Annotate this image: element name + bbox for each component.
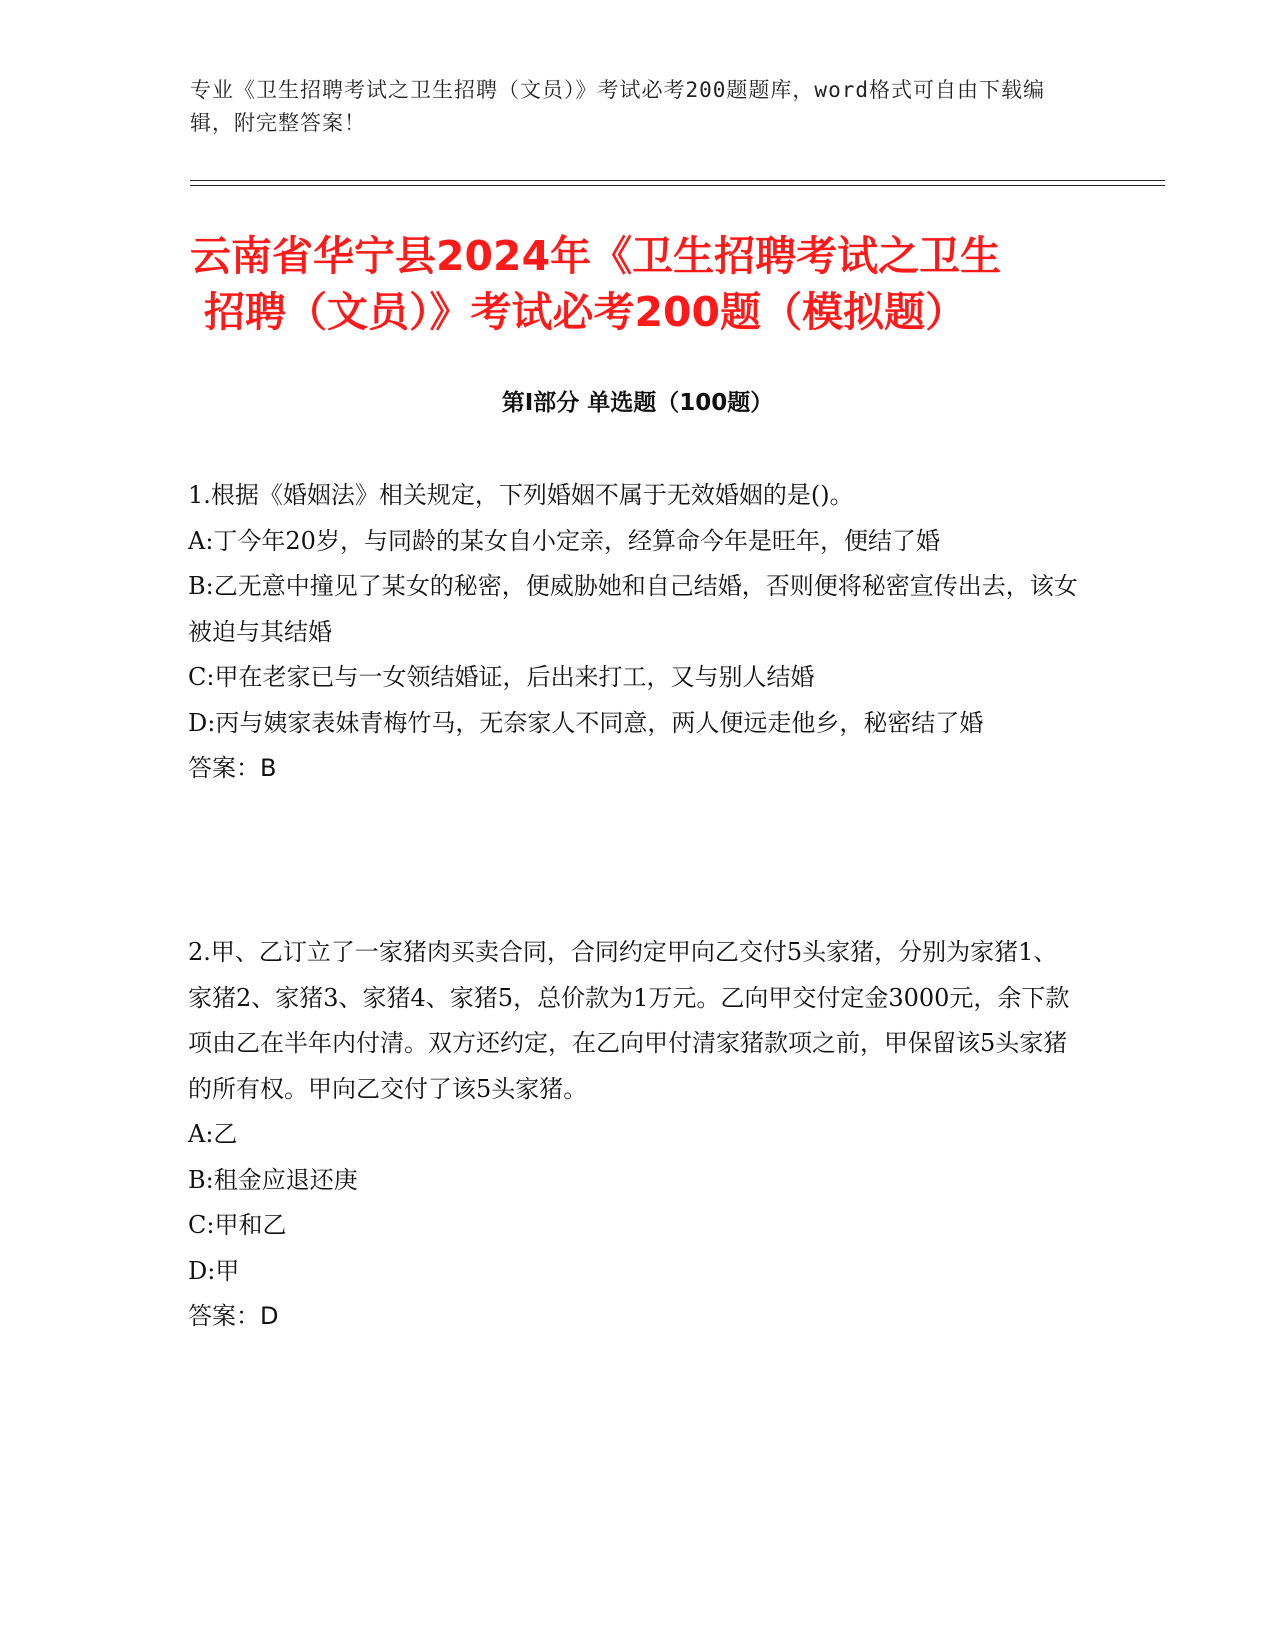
question-1 bbox=[188, 473, 1078, 792]
section-title: 第Ⅰ部分 单选题（100题） bbox=[501, 390, 774, 416]
header-note: 专业《卫生招聘考试之卫生招聘（文员）》考试必考200题题库，word格式可自由下载编辑，附完整答案！ bbox=[190, 78, 1045, 135]
document-title bbox=[190, 228, 1090, 340]
option-c: C:甲在老家已与一女领结婚证，后出来打工，又与别人结婚 bbox=[188, 663, 815, 691]
option-a: A:丁今年20岁，与同龄的某女自小定亲，经算命今年是旺年，便结了婚 bbox=[188, 526, 940, 555]
question-stem: 2.甲、乙订立了一家猪肉买卖合同，合同约定甲向乙交付5头家猪，分别为家猪1、家猪2、家猪3、家猪4、家猪5，总价款为1万元。乙向甲交付定金3000元，余下款项由乙在半年内付清。双方还约定，在乙向甲付清家猪款项之前，甲保留该5头家猪的所有权。甲向乙交付了该5头家猪。 bbox=[188, 938, 1070, 1103]
option-b: B:乙无意中撞见了某女的秘密，便威胁她和自己结婚，否则便将秘密宣传出去，该女被迫与其结婚 bbox=[188, 572, 1078, 646]
answer: 答案：D bbox=[188, 1302, 279, 1330]
header-rule-bottom bbox=[190, 185, 1165, 186]
answer: 答案：B bbox=[188, 754, 277, 782]
question-2 bbox=[188, 930, 1078, 1340]
option-b: B:租金应退还庚 bbox=[188, 1165, 358, 1194]
document-title-line-1: 云南省华宁县2024年《卫生招聘考试之卫生 bbox=[190, 232, 1002, 280]
option-d: D:丙与姨家表妹青梅竹马，无奈家人不同意，两人便远走他乡，秘密结了婚 bbox=[188, 708, 984, 737]
question-stem: 1.根据《婚姻法》相关规定，下列婚姻不属于无效婚姻的是()。 bbox=[188, 481, 854, 509]
option-a: A:乙 bbox=[188, 1120, 238, 1148]
option-d: D:甲 bbox=[188, 1256, 240, 1285]
option-c: C:甲和乙 bbox=[188, 1211, 287, 1239]
document-title-line-2: 招聘（文员）》考试必考200题（模拟题） bbox=[204, 288, 967, 336]
header-rule-top bbox=[190, 180, 1165, 181]
